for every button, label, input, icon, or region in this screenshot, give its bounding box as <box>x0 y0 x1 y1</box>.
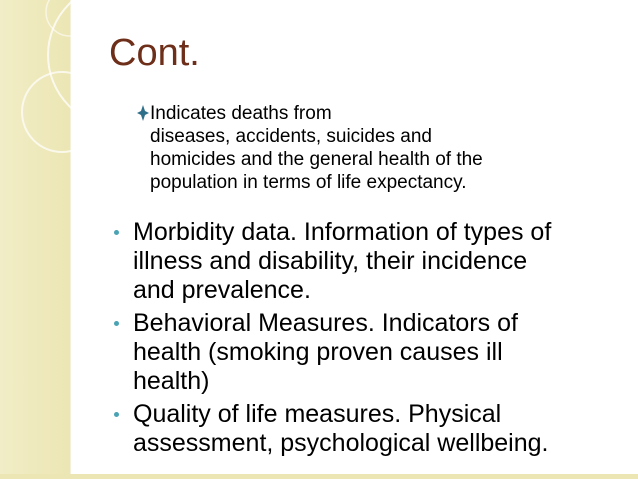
deco-circle-medium <box>22 72 102 152</box>
bullet-item-quality-of-life <box>114 400 624 458</box>
sub-point <box>150 102 620 194</box>
bullet-list <box>114 218 624 462</box>
bullet-line: health (smoking proven causes ill <box>133 338 503 366</box>
bullet-line: and prevalence. <box>133 276 311 304</box>
bullet-line: Behavioral Measures. Indicators of <box>133 309 518 337</box>
bullet-line: Morbidity data. Information of types of <box>133 218 552 246</box>
bullet-item-morbidity <box>114 218 624 305</box>
sub-point-line: Indicates deaths from <box>150 103 332 124</box>
sub-point-line: population in terms of life expectancy. <box>150 172 467 193</box>
bullet-dot-icon <box>114 412 119 417</box>
bullet-item-behavioral <box>114 309 624 396</box>
bullet-line: assessment, psychological wellbeing. <box>133 429 549 457</box>
slide-title: Cont. <box>109 32 200 74</box>
sub-point-line: diseases, accidents, suicides and <box>150 126 432 147</box>
bullet-line: illness and disability, their incidence <box>133 247 528 275</box>
bottom-strip <box>0 474 638 479</box>
bullet-dot-icon <box>114 321 119 326</box>
diamond-bullet-icon <box>136 104 150 122</box>
bullet-line: health) <box>133 367 210 395</box>
bullet-dot-icon <box>114 230 119 235</box>
bullet-line: Quality of life measures. Physical <box>133 400 502 428</box>
sub-point-line: homicides and the general health of the <box>150 149 483 170</box>
